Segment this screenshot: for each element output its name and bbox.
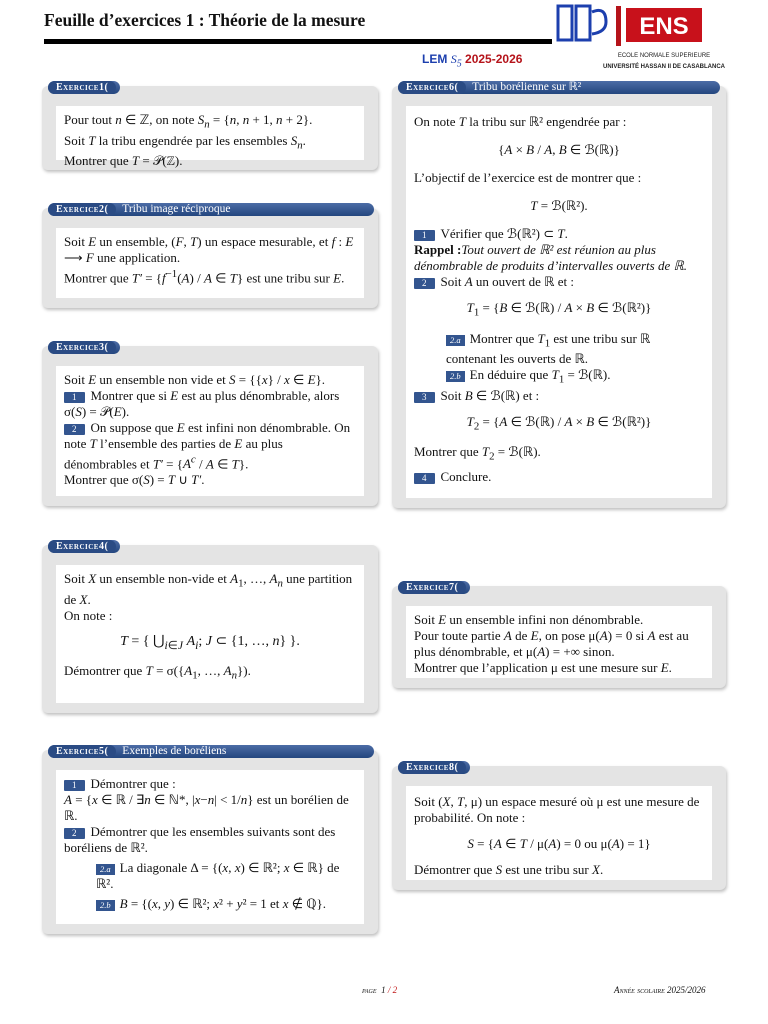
logo-line1: ECOLE NORMALE SUPERIEURE bbox=[617, 53, 711, 59]
exercise-5-body: 1 Démontrer que : A = {x ∈ ℝ / ∃n ∈ ℕ*, |x−n| < 1/n} est un borélien de ℝ. 2 Démontrer que les ensembles suivants sont des boréliens de ℝ². 2.a La diagonale Δ = {(x, x) ∈ ℝ²; x ∈ ℝ} de ℝ². 2.b B = {(x, y) ∈ ℝ²; x² + y² = 1 et x ∉ ℚ}. bbox=[56, 770, 364, 924]
exercise-1-body: Pour tout n ∈ ℤ, on note $S_n = \{n$, n + 1, n + 2}. Soit T la tribu engendrée par les ensembles $S_n$. Montrer que T = 𝒫(ℤ). bbox=[56, 106, 364, 160]
question-2b-badge: 2.b bbox=[96, 900, 115, 911]
question-2a-badge: 2.a bbox=[446, 335, 465, 346]
logo-text: ENS bbox=[639, 13, 689, 40]
exercise-6-body: On note T la tribu sur ℝ² engendrée par : {A × B / A, B ∈ ℬ(ℝ)} L’objectif de l’exercice est de montrer que : T = ℬ(ℝ²). 1 Vérifier que ℬ(ℝ²) ⊂ T. Rappel :Tout ouvert de ℝ² est réunion au plus dénombrable de produits d’intervalles ouverts de ℝ. 2 Soit A un ouvert de ℝ et : $T_1 = \{B$ ∈ ℬ(ℝ) / A × B ∈ ℬ(ℝ²)} 2.a Montrer que $T_1$ est une tribu sur ℝ contenant les ouverts de ℝ. 2.b En déduire que $T_1$ = ℬ(ℝ). 3 Soit B ∈ ℬ(ℝ) et : $T_2 = \{A$ ∈ ℬ(ℝ) / A × B ∈ ℬ(ℝ²)} Montrer que $T_2$ = ℬ(ℝ). 4 Conclure. bbox=[406, 106, 712, 498]
exercise-7-body: Soit E un ensemble infini non dénombrable. Pour toute partie A de E, on pose μ(A) = 0 si A est au plus dénombrable, et μ(A) = +∞ sinon. Montrer que l’application μ est une mesure sur E. bbox=[406, 606, 712, 678]
exercise-7-header bbox=[398, 581, 470, 594]
lem-semester: $S_5$ bbox=[450, 52, 462, 70]
question-3-badge: 3 bbox=[414, 392, 435, 403]
question-1-badge: 1 bbox=[414, 230, 435, 241]
exercise-7-tag: Exercice7( bbox=[398, 581, 466, 594]
exercise-4-card bbox=[42, 545, 378, 713]
page-number: page 1 / 2 bbox=[362, 985, 398, 995]
exercise-6-topic: Tribu borélienne sur ℝ² bbox=[472, 81, 582, 93]
exercise-2-body: Soit E un ensemble, (F, T) un espace mesurable, et f : E ⟶ F une application. Montrer que $T' = \{f^{-1}(A) / A$ ∈ T} est une tribu sur E. bbox=[56, 228, 364, 298]
exercise-7-card bbox=[392, 586, 726, 688]
exercise-8-body: Soit (X, T, μ) un espace mesuré où μ est une mesure de probabilité. On note : S = {A ∈ T / μ(A) = 0 ou μ(A) = 1} Démontrer que S est une tribu sur X. bbox=[406, 786, 712, 880]
exercise-2-topic: Tribu image réciproque bbox=[122, 203, 231, 215]
exercise-2-header bbox=[48, 203, 374, 216]
question-1-badge: 1 bbox=[64, 780, 85, 791]
question-2b-badge: 2.b bbox=[446, 371, 465, 382]
exercise-4-body: Soit X un ensemble non-vide et $A_1$, …, $A_n$ une partition de X. On note : T = { $⋃_{i\in J}$ $A_i$; J ⊂ {1, …, n} }. Démontrer que $T = \sigma(\{A_1$, …, $A_n$}). bbox=[56, 565, 364, 703]
exercise-2-card bbox=[42, 208, 378, 308]
exercise-8-header bbox=[398, 761, 470, 774]
exercise-3-header bbox=[48, 341, 120, 354]
exercise-3-card bbox=[42, 346, 378, 506]
exercise-1-card bbox=[42, 86, 378, 170]
exercise-4-header bbox=[48, 540, 120, 553]
exercise-5-header bbox=[48, 745, 374, 758]
exercise-6-card bbox=[392, 86, 726, 508]
course-label bbox=[422, 52, 522, 69]
exercise-6-header bbox=[398, 81, 720, 94]
exercise-1-header bbox=[48, 81, 120, 94]
school-year: Année scolaire 2025/2026 bbox=[614, 985, 706, 995]
exercise-8-card bbox=[392, 766, 726, 890]
question-2-badge: 2 bbox=[414, 278, 435, 289]
page-title: Feuille d’exercices 1 : Théorie de la mesure bbox=[44, 10, 366, 30]
question-1-badge: 1 bbox=[64, 392, 85, 403]
exercise-3-body: Soit E un ensemble non vide et S = {{x} / x ∈ E}. 1 Montrer que si E est au plus dénombrable, alors σ(S) = 𝒫(E). 2 On suppose que E est infini non dénombrable. On note T l’ensemble des parties de E au plus dénombrables et $T' = \{A^c / A$ ∈ T}. Montrer que σ(S) = T ∪ T′. bbox=[56, 366, 364, 496]
exercise-5-tag: Exercice5( bbox=[48, 745, 116, 758]
university-logo bbox=[556, 4, 726, 74]
logo-line2: UNIVERSITÉ HASSAN II DE CASABLANCA bbox=[602, 64, 726, 70]
question-2-badge: 2 bbox=[64, 828, 85, 839]
exercise-5-topic: Exemples de boréliens bbox=[122, 745, 227, 757]
exercise-3-tag: Exercice3( bbox=[48, 341, 116, 354]
exercise-4-tag: Exercice4( bbox=[48, 540, 116, 553]
question-4-badge: 4 bbox=[414, 473, 435, 484]
title-rule bbox=[44, 39, 552, 44]
exercise-1-tag: Exercice1( bbox=[48, 81, 116, 94]
exercise-8-tag: Exercice8( bbox=[398, 761, 466, 774]
exercise-2-tag: Exercice2( bbox=[48, 203, 116, 216]
exercise-5-card bbox=[42, 750, 378, 934]
lem-year: 2025-2026 bbox=[465, 52, 523, 66]
question-2a-badge: 2.a bbox=[96, 864, 115, 875]
question-2-badge: 2 bbox=[64, 424, 85, 435]
exercise-6-tag: Exercice6( bbox=[398, 81, 466, 94]
lem-label: LEM bbox=[422, 52, 448, 66]
